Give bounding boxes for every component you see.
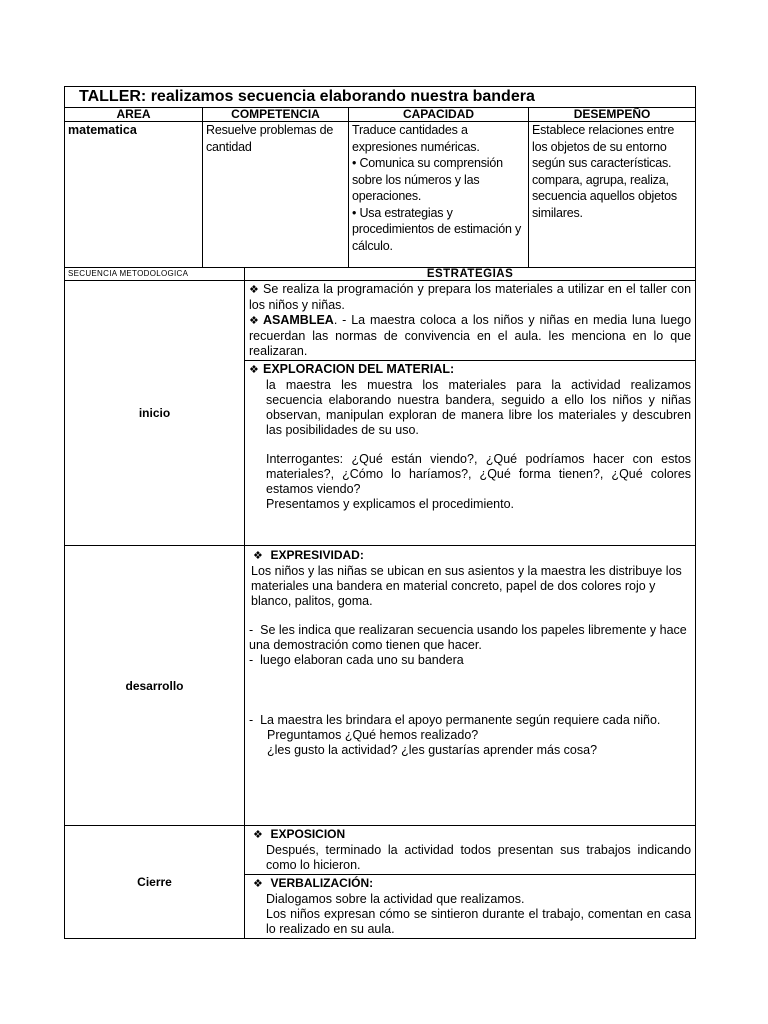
expresividad-title: EXPRESIVIDAD: (270, 548, 364, 562)
presentamos-text: Presentamos y explicamos el procedimiento. (266, 497, 515, 511)
verbalizacion-title: VERBALIZACIÓN: (270, 876, 374, 890)
desarrollo-text-4: - La maestra les brindara el apoyo permanente según requiere cada niño. (249, 713, 661, 727)
diamond-bullet-icon: ❖ (249, 364, 259, 376)
phase-inicio: inicio (65, 281, 245, 546)
header-capacidad: CAPACIDAD (349, 108, 529, 122)
document-page (64, 86, 695, 939)
asamblea-text: . - La maestra coloca a los niños y niñas en media luna luego recuerdan las normas de convivencia en el aula. les menciona en lo que realizaran. (249, 313, 692, 358)
exposicion-title: EXPOSICION (270, 827, 346, 841)
inicio-exploracion (245, 361, 696, 546)
desempeno-value: Establece relaciones entre los objetos de su entorno según sus características. compara, agrupa, realiza, secuencia aquellos objetos similares. (529, 122, 696, 268)
cierre-verbalizacion (245, 875, 696, 939)
desarrollo-text-3: - luego elaboran cada uno su bandera (249, 653, 464, 667)
taller-title (65, 87, 696, 108)
header-competencia: COMPETENCIA (203, 108, 349, 122)
capacidad-item: Traduce cantidades a expresiones numéricas. (352, 123, 480, 154)
inicio-preparacion (245, 281, 696, 361)
inicio-item-programacion: ❖ Se realiza la programación y prepara los materiales a utilizar en el taller con los niños y niñas. (249, 282, 692, 312)
session-table (64, 86, 696, 939)
verbalizacion-text-1: Dialogamos sobre la actividad que realizamos. (266, 892, 525, 906)
capacidad-item: • Comunica su comprensión sobre los números y las operaciones. (352, 156, 503, 203)
cierre-exposicion (245, 826, 696, 875)
capacidad-value (349, 122, 529, 268)
diamond-bullet-icon: ❖ (249, 315, 259, 327)
interrogantes-text: Interrogantes: ¿Qué están viendo?, ¿Qué podríamos hacer con estos materiales?, ¿Cómo lo haríamos?, ¿Qué forma tienen?, ¿Qué colores estamos viendo? (266, 452, 692, 496)
diamond-bullet-icon: ❖ (253, 829, 263, 841)
title-text: realizamos secuencia elaborando nuestra bandera (146, 88, 535, 105)
phase-cierre: Cierre (65, 826, 245, 939)
diamond-bullet-icon: ❖ (253, 878, 263, 890)
estrategias-header: ESTRATEGIAS (245, 268, 696, 281)
exploracion-text: la maestra les muestra los materiales para la actividad realizamos secuencia elaborando nuestra bandera, seguido a ello los niños y niñas observan, manipulan exploran de manera libre los materiales y descubren las posibilidades de su uso. (266, 378, 692, 437)
verbalizacion-text-2: Los niños expresan cómo se sintieron durante el trabajo, comentan en casa lo realizado en su aula. (266, 907, 692, 936)
asamblea-title: ASAMBLEA (263, 313, 334, 327)
diamond-bullet-icon: ❖ (253, 550, 263, 562)
desarrollo-text-6: ¿les gusto la actividad? ¿les gustarías aprender más cosa? (267, 743, 598, 757)
title-prefix: TALLER: (79, 88, 147, 105)
inicio-item-asamblea (249, 313, 691, 359)
capacidad-item: • Usa estrategias y procedimientos de estimación y cálculo. (352, 205, 522, 253)
exploracion-title: EXPLORACION DEL MATERIAL: (263, 362, 455, 376)
desarrollo-text-5: Preguntamos ¿Qué hemos realizado? (267, 728, 479, 742)
exposicion-text: Después, terminado la actividad todos presentan sus trabajos indicando como lo hicieron. (266, 843, 692, 872)
area-value: matematica (65, 122, 203, 268)
header-desempeno: DESEMPEÑO (529, 108, 696, 122)
desarrollo-text-2: - Se les indica que realizaran secuencia usando los papeles libremente y hace una demostración como tienen que hacer. (249, 623, 687, 652)
phase-desarrollo: desarrollo (65, 546, 245, 826)
header-area: AREA (65, 108, 203, 122)
diamond-bullet-icon: ❖ (249, 284, 259, 296)
secuencia-metodologica-label: SECUENCIA METODOLOGICA (65, 268, 245, 281)
competencia-value: Resuelve problemas de cantidad (203, 122, 349, 268)
desarrollo-text-1: Los niños y las niñas se ubican en sus asientos y la maestra les distribuye los materiales una bandera en material concreto, papel de dos colores rojo y blanco, palitos, goma. (251, 564, 682, 608)
desarrollo-strategies (245, 546, 696, 826)
